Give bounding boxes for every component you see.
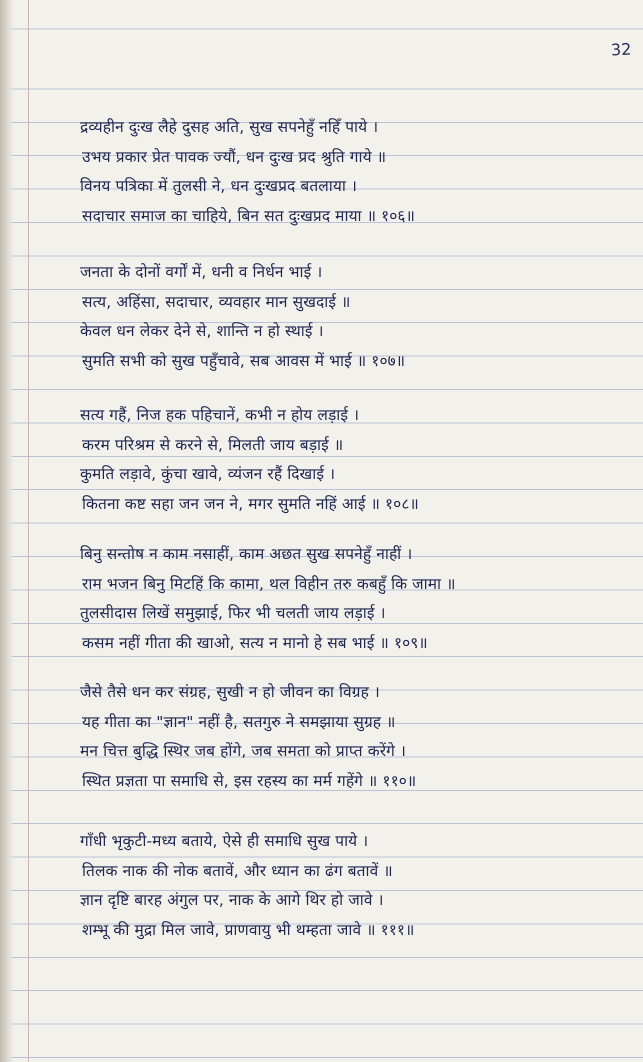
verse-line: विनय पत्रिका में तुलसी ने, धन दुःखप्रद बतलाया । <box>80 177 357 195</box>
verse-line: राम भजन बिनु मिटहिं कि कामा, थल विहीन तरु कबहुँ कि जामा ॥ <box>82 574 456 593</box>
verse-line: तिलक नाक की नोक बतावें, और ध्यान का ढंग बतावें ॥ <box>82 861 393 880</box>
verse-line: मन चित्त बुद्धि स्थिर जब होंगे, जब समता को प्राप्त करेंगे । <box>80 742 406 760</box>
verse-line: बिनु सन्तोष न काम नसाहीं, काम अछत सुख सपनेहुँ नाहीं । <box>80 545 413 563</box>
verse-line: तुलसीदास लिखें समुझाई, फिर भी चलती जाय लड़ाई । <box>80 604 386 622</box>
verse-line: द्रव्यहीन दुःख लैहे दुसह अति, सुख सपनेहुँ नहिँ पाये । <box>80 118 379 136</box>
page-number: 32 <box>610 39 632 60</box>
verse-line: जनता के दोनों वर्गों में, धनी व निर्धन भाई । <box>80 263 323 281</box>
verse-line: केवल धन लेकर देने से, शान्ति न हो स्थाई । <box>80 322 324 340</box>
verse-line: उभय प्रकार प्रेत पावक ज्यौं, धन दुःख प्रद श्रुति गाये ॥ <box>82 147 387 166</box>
verse-line: करम परिश्रम से करने से, मिलती जाय बड़ाई ॥ <box>82 435 344 454</box>
verse-line: जैसे तैसे धन कर संग्रह, सुखी न हो जीवन का विग्रह । <box>80 683 380 701</box>
verse-line: यह गीता का "ज्ञान" नहीं है, सतगुरु ने समझाया सुग्रह ॥ <box>82 712 396 731</box>
verse-line: ज्ञान दृष्टि बारह अंगुल पर, नाक के आगे थिर हो जावे । <box>80 891 384 909</box>
verse-line: सुमति सभी को सुख पहुँचावे, सब आवस में भाई ॥ १०७॥ <box>82 351 406 370</box>
verse-line: कुमति लड़ावे, कुंचा खावे, व्यंजन रहैं दिखाई । <box>80 465 336 483</box>
verse-line: कितना कष्ट सहा जन जन ने, मगर सुमति नहिं आई ॥ १०८॥ <box>82 494 419 513</box>
verse-line: शम्भू की मुद्रा मिल जावे, प्राणवायु भी थम्हता जावे ॥ १११॥ <box>82 920 415 939</box>
verse-line: स्थित प्रज्ञता पा समाधि से, इस रहस्य का मर्म गहेंगे ॥ ११०॥ <box>82 771 417 790</box>
verse-line: सत्य, अहिंसा, सदाचार, व्यवहार मान सुखदाई ॥ <box>82 292 351 311</box>
verse-line: गाँधी भृकुटी-मध्य बताये, ऐसे ही समाधि सुख पाये । <box>80 832 369 850</box>
verse-line: सत्य गहैं, निज हक पहिचानें, कभी न होय लड़ाई । <box>80 406 360 424</box>
verse-line: कसम नहीं गीता की खाओ, सत्य न मानो हे सब भाई ॥ १०९॥ <box>82 633 428 652</box>
verse-line: सदाचार समाज का चाहिये, बिन सत दुःखप्रद माया ॥ १०६॥ <box>82 206 415 225</box>
